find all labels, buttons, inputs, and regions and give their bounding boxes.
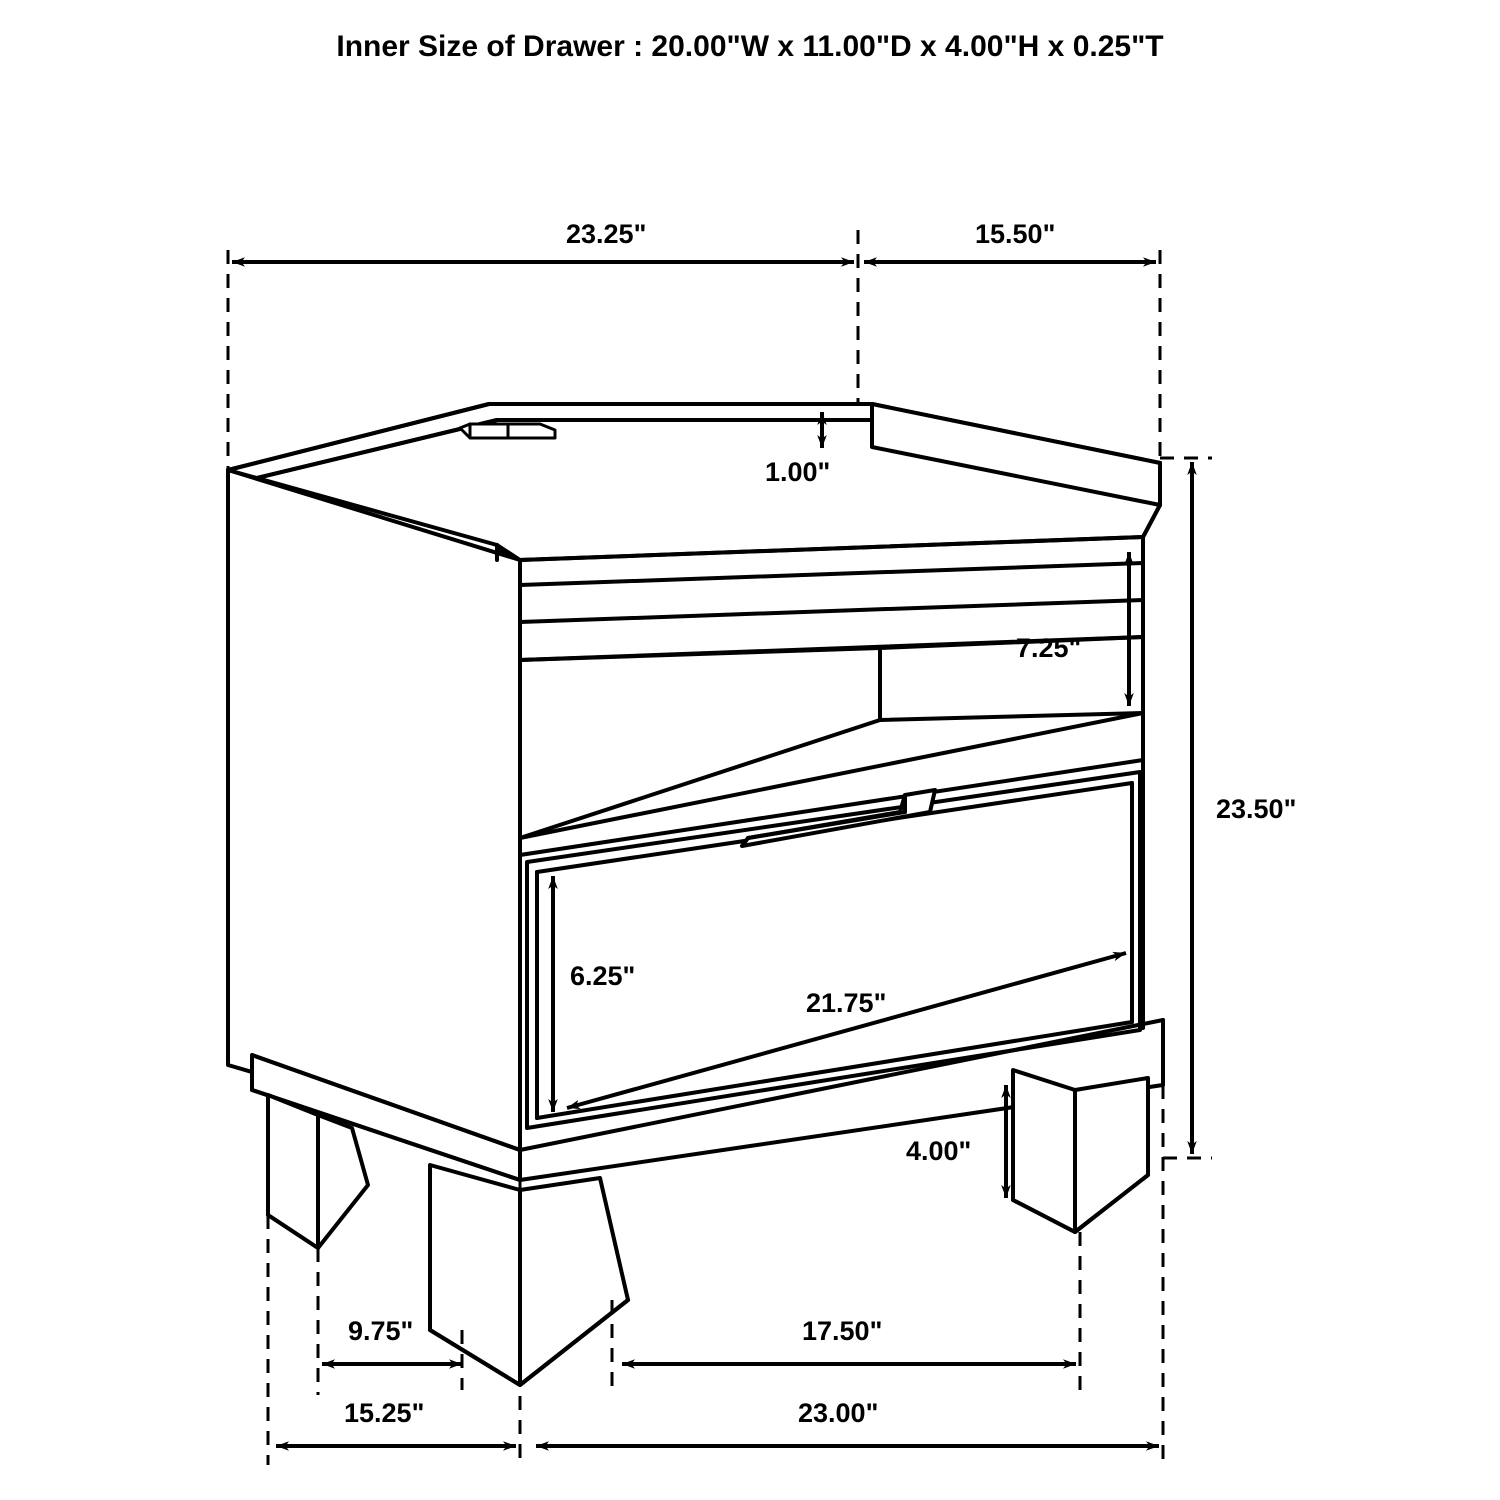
dim-base-front-total: 23.00": [798, 1398, 879, 1428]
dim-drawer-front-height: 6.25": [570, 961, 636, 991]
dim-overall-height: 23.50": [1216, 794, 1297, 824]
dim-leg-height: 4.00": [906, 1136, 972, 1166]
dim-base-side-depth: 9.75": [348, 1316, 414, 1346]
dim-base-front-inner: 17.50": [802, 1316, 883, 1346]
dim-top-depth-side: 15.50": [975, 219, 1056, 249]
dim-drawer-front-width: 21.75": [806, 988, 887, 1018]
nightstand-outline: [228, 404, 1163, 1385]
dim-top-width-front: 23.25": [566, 219, 647, 249]
dim-base-side-total: 15.25": [344, 1398, 425, 1428]
dim-top-thickness: 1.00": [765, 457, 831, 487]
page-title: Inner Size of Drawer : 20.00"W x 11.00"D x 4.00"H x 0.25"T: [336, 30, 1164, 63]
dim-shelf-opening-height: 7.25": [1016, 633, 1082, 663]
